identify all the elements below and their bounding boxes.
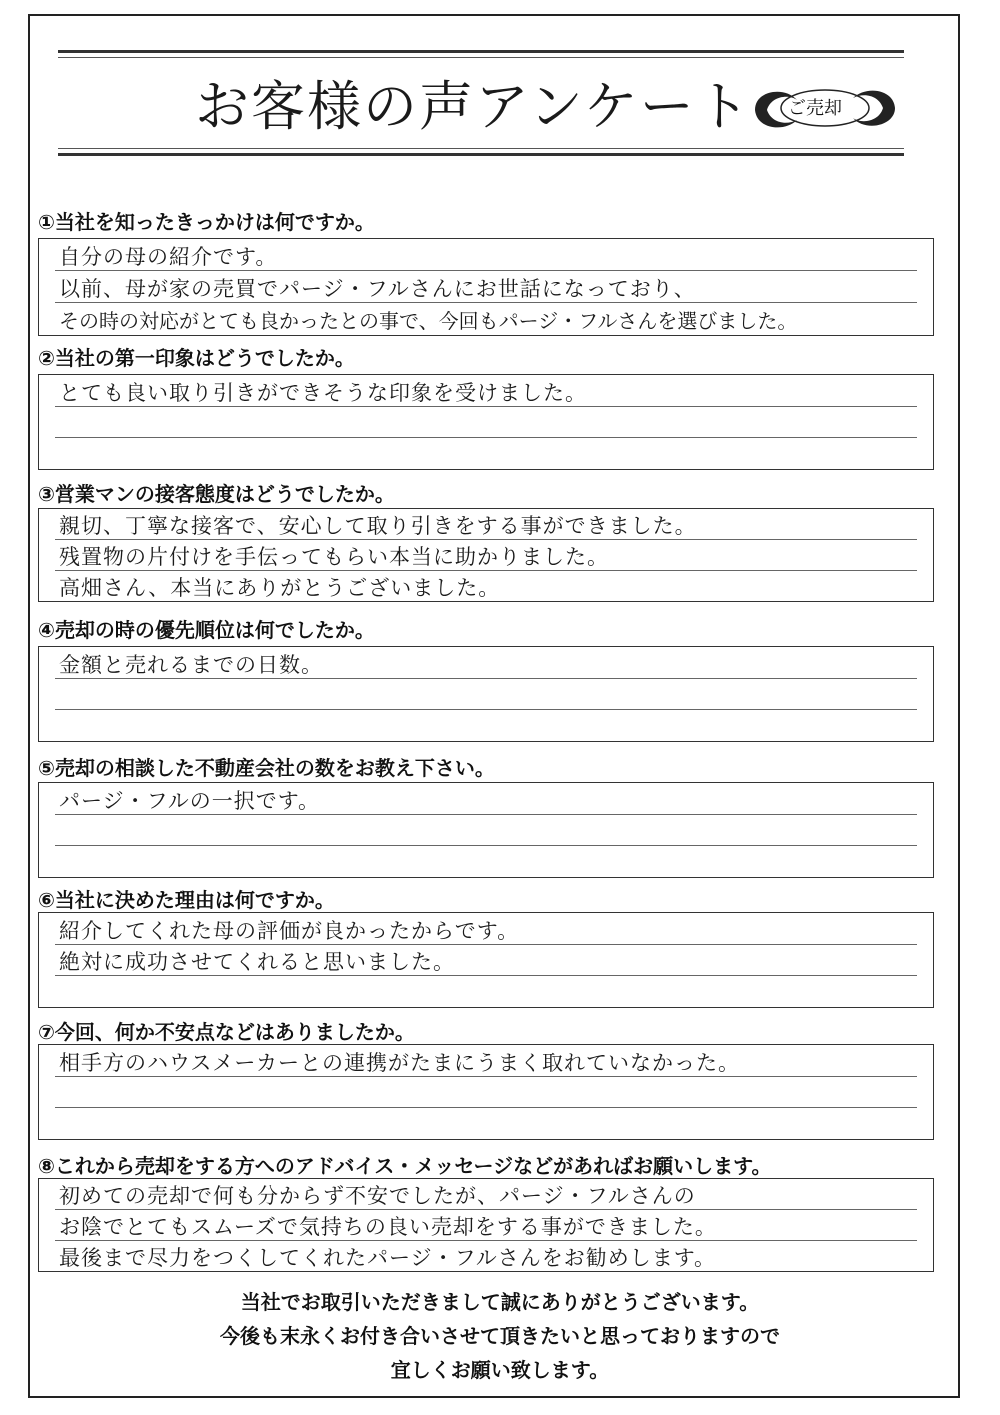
answer-line: パージ・フルの一択です。 xyxy=(59,789,321,813)
badge-label: ご売却 xyxy=(788,98,842,119)
answer-box-6 xyxy=(38,912,934,1008)
question-1: ①当社を知ったきっかけは何ですか。 xyxy=(38,210,375,234)
answer-box-2 xyxy=(38,374,934,470)
answer-box-5 xyxy=(38,782,934,878)
answer-line: 最後まで尽力をつくしてくれたパージ・フルさんをお勧めします。 xyxy=(59,1246,717,1270)
answer-line: 紹介してくれた母の評価が良かったからです。 xyxy=(59,919,520,943)
answer-line: お陰でとてもスムーズで気持ちの良い売却をする事ができました。 xyxy=(59,1215,717,1239)
answer-box-3 xyxy=(38,508,934,602)
answer-line: 残置物の片付けを手伝ってもらい本当に助かりました。 xyxy=(59,545,609,569)
closing-line-2: 今後も末永くお付き合いさせて頂きたいと思っておりますので xyxy=(220,1324,780,1348)
header-rule-bottom-thin xyxy=(58,148,904,149)
header-rule-top-thin xyxy=(58,57,904,58)
answer-box-7 xyxy=(38,1044,934,1140)
closing-line-1: 当社でお取引いただきまして誠にありがとうございます。 xyxy=(240,1290,760,1314)
answer-line: 初めての売却で何も分からず不安でしたが、パージ・フルさんの xyxy=(59,1184,696,1208)
survey-title: お客様の声アンケート xyxy=(195,75,752,138)
answer-line: 相手方のハウスメーカーとの連携がたまにうまく取れていなかった。 xyxy=(59,1051,740,1075)
question-8: ⑧これから売却をする方へのアドバイス・メッセージなどがあればお願いします。 xyxy=(38,1154,772,1178)
closing-line-3: 宜しくお願い致します。 xyxy=(390,1358,610,1382)
question-3: ③営業マンの接客態度はどうでしたか。 xyxy=(38,482,395,506)
answer-line: 高畑さん、本当にありがとうございました。 xyxy=(59,576,501,600)
question-5: ⑤売却の相談した不動産会社の数をお教え下さい。 xyxy=(38,756,495,780)
question-6: ⑥当社に決めた理由は何ですか。 xyxy=(38,888,335,912)
question-7: ⑦今回、何か不安点などはありましたか。 xyxy=(38,1020,415,1044)
answer-line: とても良い取り引きができそうな印象を受けました。 xyxy=(59,381,587,405)
answer-line: 以前、母が家の売買でパージ・フルさんにお世話になっており、 xyxy=(59,277,696,301)
ruled-line xyxy=(55,1107,917,1108)
ruled-line xyxy=(55,437,917,438)
answer-line: その時の対応がとても良かったとの事で、今回もパージ・フルさんを選びました。 xyxy=(59,309,798,333)
answer-line: 親切、丁寧な接客で、安心して取り引きをする事ができました。 xyxy=(59,514,697,538)
answer-box-1 xyxy=(38,238,934,336)
answer-box-4 xyxy=(38,646,934,742)
answer-box-8 xyxy=(38,1178,934,1272)
ruled-line xyxy=(55,709,917,710)
answer-line: 絶対に成功させてくれると思いました。 xyxy=(59,950,455,974)
question-4: ④売却の時の優先順位は何でしたか。 xyxy=(38,618,375,642)
ruled-line xyxy=(55,845,917,846)
header-rule-bottom xyxy=(58,153,904,156)
answer-line: 自分の母の紹介です。 xyxy=(59,245,278,269)
header-rule-top xyxy=(58,50,904,53)
answer-line: 金額と売れるまでの日数。 xyxy=(59,653,323,677)
question-2: ②当社の第一印象はどうでしたか。 xyxy=(38,346,355,370)
